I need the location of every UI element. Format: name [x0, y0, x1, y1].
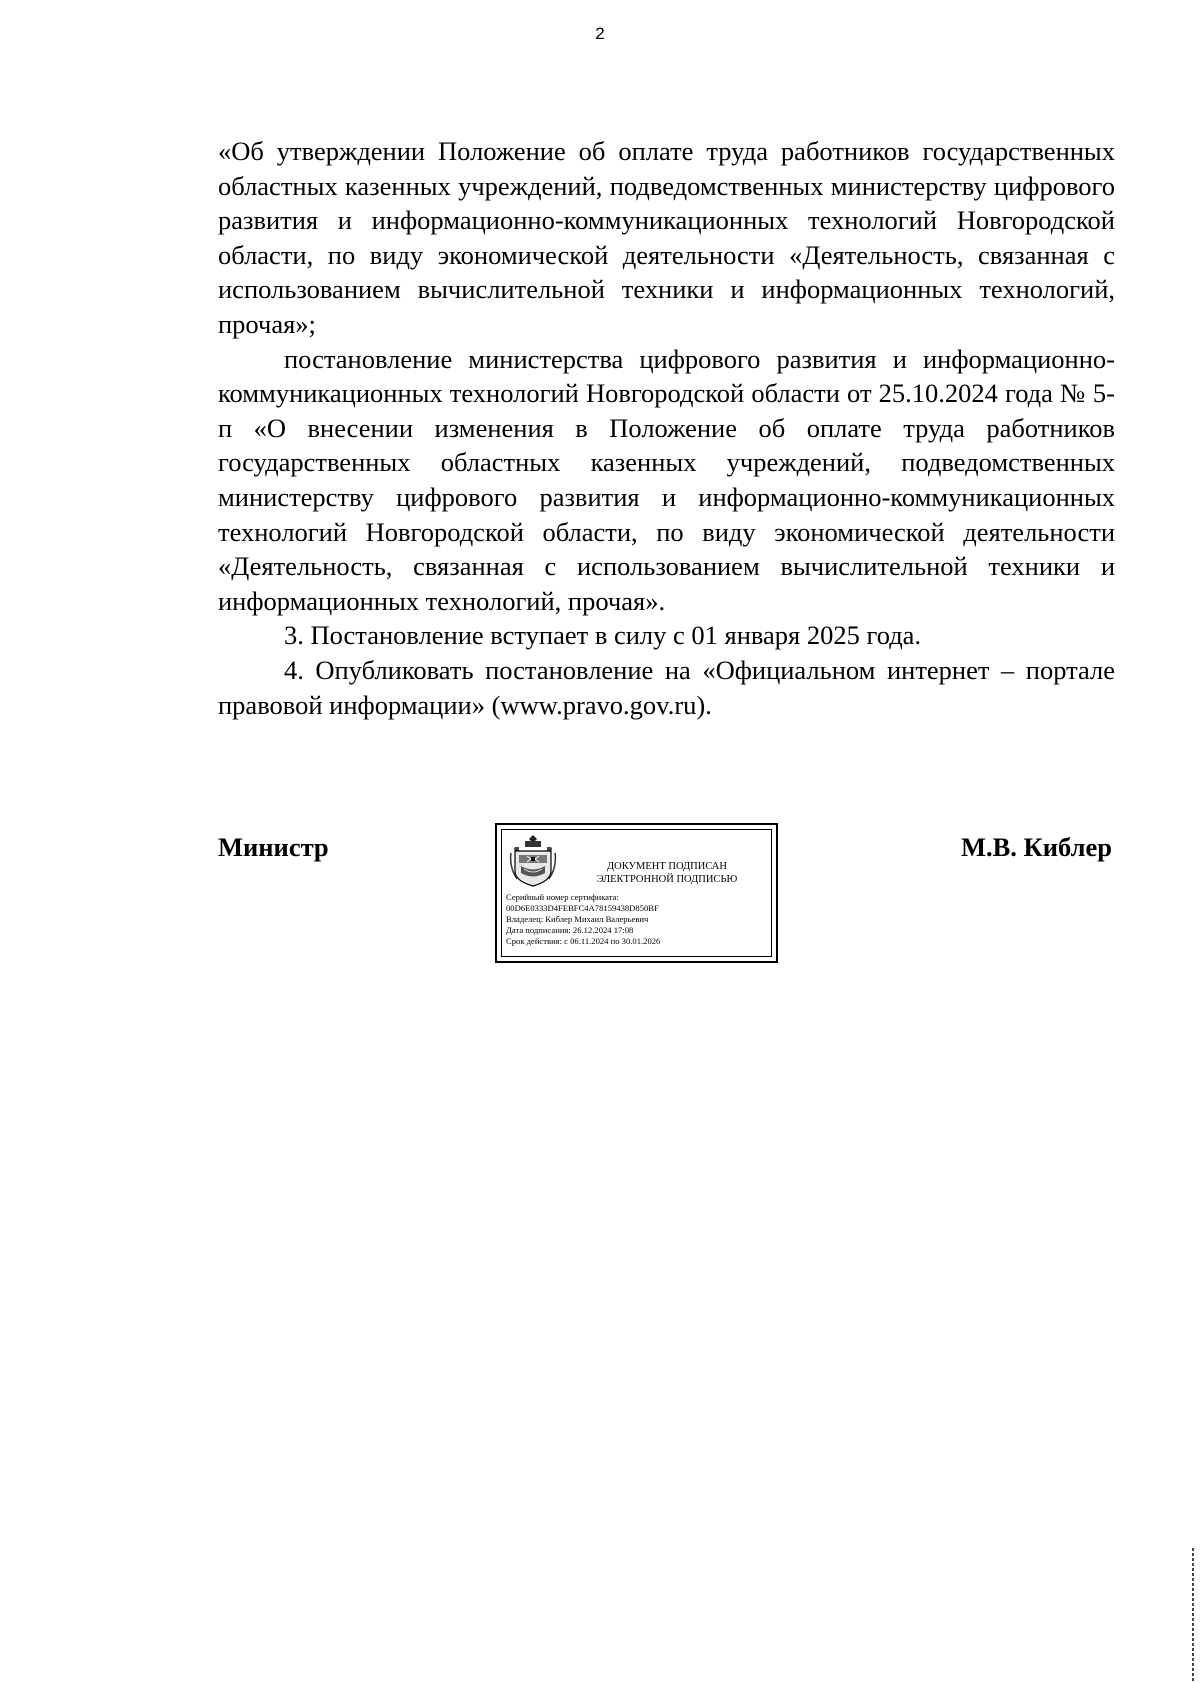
stamp-serial-label: Серийный номер сертификата: [506, 892, 619, 902]
paragraph-amendment-resolution: постановление министерства цифрового развития и информационно-коммуникационных технологий Новгородской области от 25.10.2024 года № 5-п «О внесении изменения в Положение об оплате труда работников государственных областных казенных учреждений, подведомственных министерству цифрового развития и информационно-коммуникационных технологий Новгородской области, по виду экономической деятельности «Деятельность, связанная с использованием вычислительной техники и информационных технологий, прочая». [218, 343, 1115, 616]
scan-edge-artifact [1192, 1548, 1194, 1683]
paragraph-title-quote: «Об утверждении Положение об оплате труда работников государственных областных казенных учреждений, подведомственных министерству цифрового развития и информационно-коммуникационных технологий Новгородской области, по виду экономической деятельности «Деятельность, связанная с использованием вычислительной техники и информационных технологий, прочая»; [218, 136, 1115, 339]
signatory-name: М.В. Киблер [960, 832, 1112, 862]
stamp-heading-line-2: ЭЛЕКТРОННОЙ ПОДПИСЬЮ [596, 874, 738, 885]
stamp-heading [572, 860, 762, 886]
document-body [218, 134, 1115, 722]
stamp-inner-frame [501, 829, 772, 957]
paragraph-publication: 4. Опубликовать постановление на «Официальном интернет – портале правовой информации» (www.pravo.gov.ru). [218, 654, 1115, 720]
stamp-owner: Владелец: Киблер Михаил Валерьевич [506, 914, 649, 924]
paragraph-effective-date: 3. Постановление вступает в силу с 01 января 2025 года. [284, 620, 922, 651]
stamp-serial-value: 00D6E0333D4FEBFC4A78159438D850BF [506, 903, 659, 913]
novgorod-coat-of-arms-icon [509, 833, 557, 888]
stamp-validity: Срок действия: с 06.11.2024 по 30.01.2026 [506, 936, 661, 946]
stamp-signed-date: Дата подписания: 26.12.2024 17:08 [506, 925, 634, 935]
electronic-signature-stamp [495, 823, 778, 963]
signatory-title: Министр [218, 832, 329, 862]
stamp-heading-line-1: ДОКУМЕНТ ПОДПИСАН [607, 861, 727, 872]
stamp-details [506, 892, 660, 947]
page-number: 2 [595, 24, 605, 43]
